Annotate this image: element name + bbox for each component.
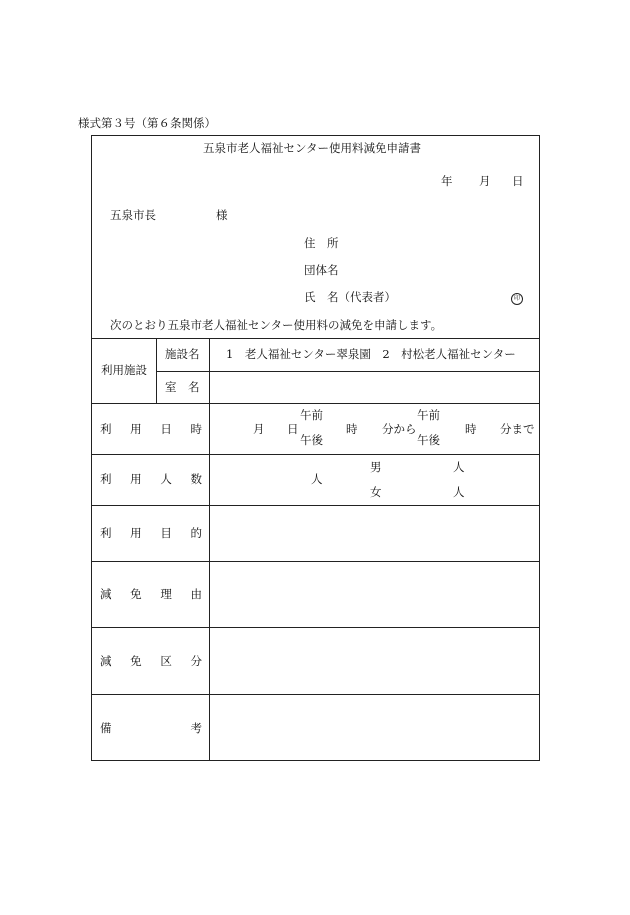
grid-line-label-column: [209, 338, 210, 761]
female-unit: 人: [453, 485, 465, 499]
date-month-label: 月: [479, 174, 491, 188]
people-count-label: 利 用 人 数: [100, 472, 202, 486]
room-name-label: 室 名: [165, 380, 200, 394]
seal-icon: 印: [511, 293, 523, 305]
representative-name-label: 氏 名（代表者）: [304, 290, 396, 304]
grid-line-reason-bottom: [91, 627, 540, 628]
exemption-reason-label: 減 免 理 由: [100, 587, 202, 601]
date-year-label: 年: [441, 174, 453, 188]
address-label: 住 所: [304, 236, 339, 250]
group-name-label: 団体名: [304, 263, 339, 277]
female-label: 女: [370, 485, 382, 499]
male-unit: 人: [453, 460, 465, 474]
grid-line-facility-bottom: [91, 403, 540, 404]
male-label: 男: [370, 460, 382, 474]
exemption-category-label: 減 免 区 分: [100, 654, 202, 668]
end-pm-label: 午後: [417, 433, 440, 447]
start-pm-label: 午後: [300, 433, 323, 447]
start-am-label: 午前: [300, 408, 323, 422]
grid-line-people-bottom: [91, 505, 540, 506]
grid-line-datetime-bottom: [91, 454, 540, 455]
start-minute-from-label: 分から: [382, 422, 417, 436]
form-title: 五泉市老人福祉センター使用料減免申請書: [203, 141, 422, 155]
grid-line-facility-inner: [156, 338, 157, 403]
form-number: 様式第３号（第６条関係）: [78, 116, 216, 130]
facility-label: 利用施設: [101, 363, 147, 377]
end-hour-label: 時: [465, 422, 477, 436]
facility-options: 1 老人福祉センター翠泉園 2 村松老人福祉センター: [226, 347, 516, 361]
grid-line-facility-mid: [156, 371, 540, 372]
facility-name-label: 施設名: [165, 347, 200, 361]
total-people-unit: 人: [311, 472, 323, 486]
request-statement: 次のとおり五泉市老人福祉センター使用料の減免を申請します。: [110, 318, 443, 332]
addressee-honorific: 様: [216, 208, 228, 222]
datetime-day-label: 日: [287, 422, 299, 436]
end-am-label: 午前: [417, 408, 440, 422]
remarks-label: 備 考: [100, 721, 202, 735]
end-minute-to-label: 分まで: [500, 422, 535, 436]
grid-line-category-bottom: [91, 694, 540, 695]
datetime-month-label: 月: [253, 422, 265, 436]
date-day-label: 日: [512, 174, 524, 188]
addressee-name: 五泉市長: [110, 208, 156, 222]
datetime-label: 利 用 日 時: [100, 422, 202, 436]
grid-line-purpose-bottom: [91, 561, 540, 562]
grid-line-top: [91, 338, 540, 339]
purpose-label: 利 用 目 的: [100, 526, 202, 540]
start-hour-label: 時: [346, 422, 358, 436]
